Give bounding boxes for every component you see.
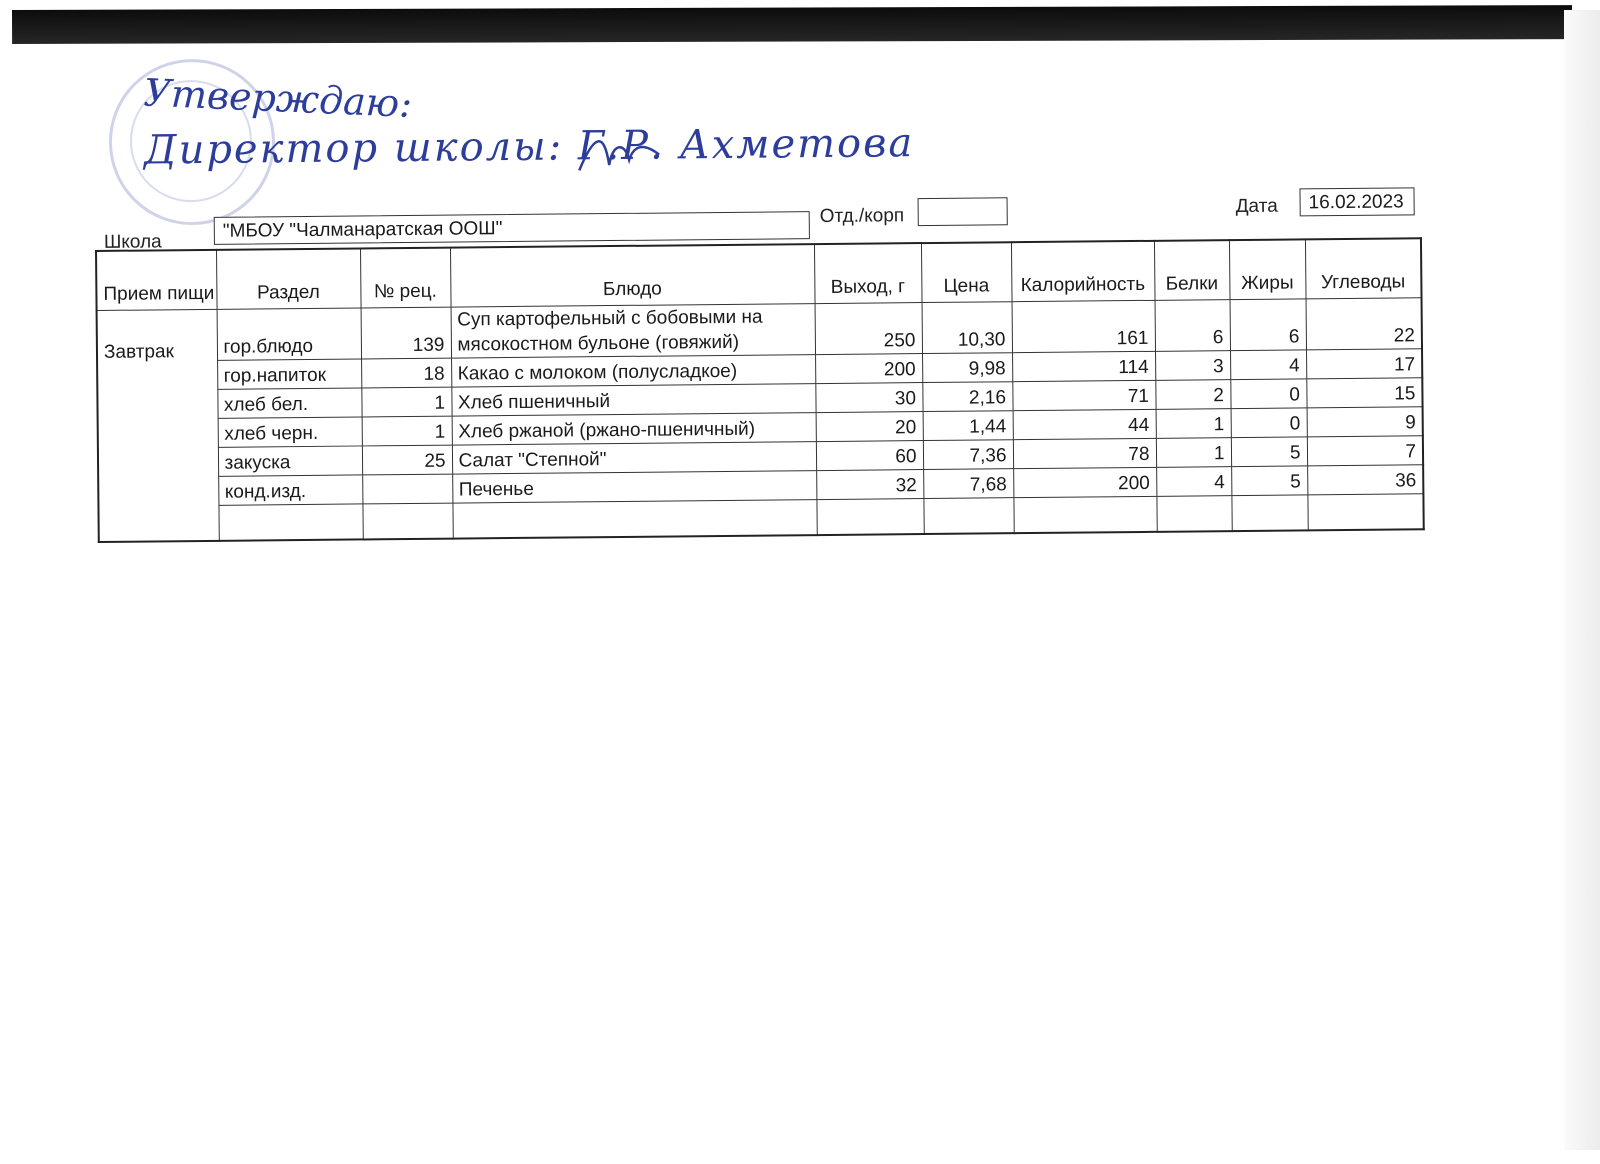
section-cell: гор.напиток: [217, 359, 361, 389]
col-recipe: № рец.: [360, 248, 451, 308]
calories-cell: 200: [1013, 467, 1156, 497]
price-cell: 7,36: [923, 440, 1013, 470]
yield-cell: 20: [816, 412, 923, 442]
col-dish: Блюдо: [450, 244, 815, 307]
section-cell: хлеб черн.: [218, 417, 362, 447]
empty-cell: [1307, 494, 1423, 531]
fat-cell: 5: [1231, 466, 1307, 496]
fat-cell: 6: [1230, 299, 1306, 351]
director-signature: [574, 125, 665, 186]
empty-cell: [452, 500, 816, 539]
protein-cell: 1: [1156, 438, 1231, 468]
price-cell: 7,68: [923, 469, 1013, 499]
carbs-cell: 7: [1307, 436, 1423, 466]
director-line: Директор школы: Г.Р. Ахметова: [143, 120, 915, 174]
meal-cell: Завтрак: [97, 309, 219, 542]
calories-cell: 161: [1012, 300, 1155, 352]
dept-field: [918, 197, 1008, 226]
recipe-cell: 18: [361, 358, 451, 388]
calories-cell: 78: [1013, 438, 1156, 468]
section-cell: конд.изд.: [218, 475, 362, 505]
school-field: "МБОУ "Чалманаратская ООШ": [214, 211, 810, 245]
fat-cell: 0: [1231, 408, 1307, 438]
col-section: Раздел: [216, 248, 361, 309]
menu-table: [95, 237, 1425, 543]
protein-cell: 2: [1155, 380, 1230, 410]
fat-cell: 4: [1230, 350, 1306, 380]
dish-cell: Какао с молоком (полусладкое): [451, 355, 815, 387]
col-carbs: Углеводы: [1305, 238, 1422, 299]
dish-cell: Салат "Степной": [452, 442, 816, 474]
carbs-cell: 17: [1306, 349, 1422, 379]
recipe-cell: [362, 474, 452, 504]
section-cell: гор.блюдо: [217, 308, 361, 360]
col-fat: Жиры: [1229, 239, 1306, 299]
fat-cell: 5: [1231, 437, 1307, 467]
empty-cell: [923, 498, 1013, 534]
price-cell: 1,44: [923, 411, 1013, 441]
dish-cell: Хлеб ржаной (ржано-пшеничный): [452, 413, 816, 445]
carbs-cell: 9: [1307, 407, 1423, 437]
yield-cell: 250: [815, 303, 922, 355]
col-protein: Белки: [1154, 240, 1230, 300]
carbs-cell: 36: [1307, 465, 1423, 495]
carbs-cell: 22: [1306, 298, 1422, 350]
dish-cell: Хлеб пшеничный: [451, 384, 815, 416]
empty-cell: [816, 499, 923, 536]
approval-block: [143, 61, 1044, 200]
col-price: Цена: [921, 242, 1012, 302]
date-field: 16.02.2023: [1299, 187, 1414, 216]
price-cell: 9,98: [922, 353, 1012, 383]
yield-cell: 32: [816, 470, 923, 500]
calories-cell: 114: [1012, 351, 1155, 381]
section-cell: закуска: [218, 446, 362, 476]
section-cell: хлеб бел.: [217, 388, 361, 418]
yield-cell: 30: [815, 383, 922, 413]
dish-cell: Суп картофельный с бобовыми на мясокостном бульоне (говяжий): [451, 304, 815, 358]
empty-cell: [218, 504, 362, 541]
price-cell: 10,30: [922, 302, 1012, 354]
calories-cell: 44: [1013, 409, 1156, 439]
dept-label: Отд./корп: [819, 205, 905, 228]
yield-cell: 60: [816, 441, 923, 471]
recipe-cell: 1: [361, 387, 451, 417]
recipe-cell: 1: [362, 416, 452, 446]
protein-cell: 3: [1155, 351, 1230, 381]
empty-cell: [1231, 495, 1307, 531]
protein-cell: 6: [1155, 300, 1230, 352]
carbs-cell: 15: [1306, 378, 1422, 408]
calories-cell: 71: [1012, 380, 1155, 410]
school-label: Школа: [103, 231, 162, 253]
dish-cell: Печенье: [452, 471, 816, 503]
col-yield: Выход, г: [814, 243, 922, 304]
yield-cell: 200: [815, 354, 922, 384]
empty-cell: [362, 503, 452, 539]
recipe-cell: 25: [362, 445, 452, 475]
price-cell: 2,16: [922, 382, 1012, 412]
approval-text: Утверждаю:: [142, 70, 413, 126]
protein-cell: 4: [1156, 467, 1231, 497]
recipe-cell: 139: [361, 307, 451, 359]
empty-cell: [1013, 496, 1156, 533]
protein-cell: 1: [1156, 409, 1231, 439]
col-meal: Прием пищи: [96, 250, 217, 311]
empty-cell: [1156, 496, 1231, 532]
col-calories: Калорийность: [1011, 241, 1155, 302]
date-label: Дата: [1235, 195, 1278, 218]
fat-cell: 0: [1230, 379, 1306, 409]
